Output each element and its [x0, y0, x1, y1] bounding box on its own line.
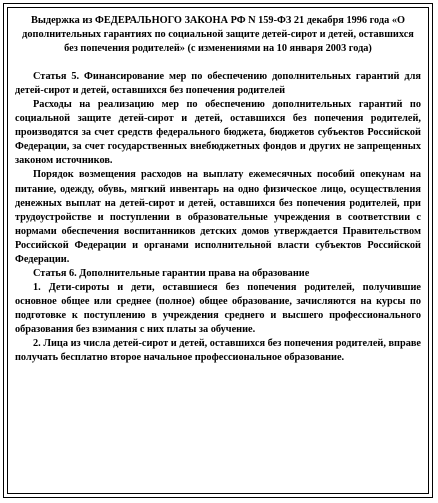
article-6-item-2: 2. Лица из числа детей-сирот и детей, оставшихся без попечения родителей, вправе получать бесплатно второе начальное профессиональное образование.	[15, 338, 421, 364]
article-6-heading: Статья 6. Дополнительные гарантии права на образование	[33, 267, 310, 279]
document-text-box	[7, 7, 429, 494]
article-5-heading: Статья 5. Финансирование мер по обеспечению дополнительных гарантий для детей-сирот и детей, оставшихся без попечения родителей	[15, 71, 421, 97]
document-title: Выдержка из ФЕДЕРАЛЬНОГО ЗАКОНА РФ N 159-ФЗ 21 декабря 1996 года «О дополнительных гарантиях по социальной защите детей-сирот и детей, оставшихся без попечения родителей» (с изменениями на 10 января 2003 года)	[22, 15, 414, 55]
article-5-paragraph-2: Порядок возмещения расходов на выплату ежемесячных пособий опекунам на питание, одежду, обувь, мягкий инвентарь на одно физическое лицо, осуществления денежных выплат на детей-сирот и детей, оставшихся без попечения родителей, при трудоустройстве и поступлении в образовательные учреждения в соответствии с нормами обеспечения воспитанников детских домов утверждается Правительством Российской Федерации и органами исполнительной власти субъектов Российской Федерации.	[15, 169, 421, 265]
document-outer-frame	[3, 3, 433, 498]
article-6-item-1: 1. Дети-сироты и дети, оставшиеся без попечения родителей, получившие основное общее или среднее (полное) общее образование, зачисляются на курсы по подготовке к поступлению в учреждения среднего и высшего профессионального образования без взимания с них платы за обучение.	[15, 281, 421, 335]
title-spacer	[15, 56, 421, 70]
article-5-paragraph-1: Расходы на реализацию мер по обеспечению дополнительных гарантий по социальной защите детей-сирот и детей, оставшихся без попечения родителей, производятся за счет средств федерального бюджета, бюджетов субъектов Российской Федерации, за счет государственных внебюджетных фондов и других не запрещенных законом источников.	[15, 99, 421, 167]
